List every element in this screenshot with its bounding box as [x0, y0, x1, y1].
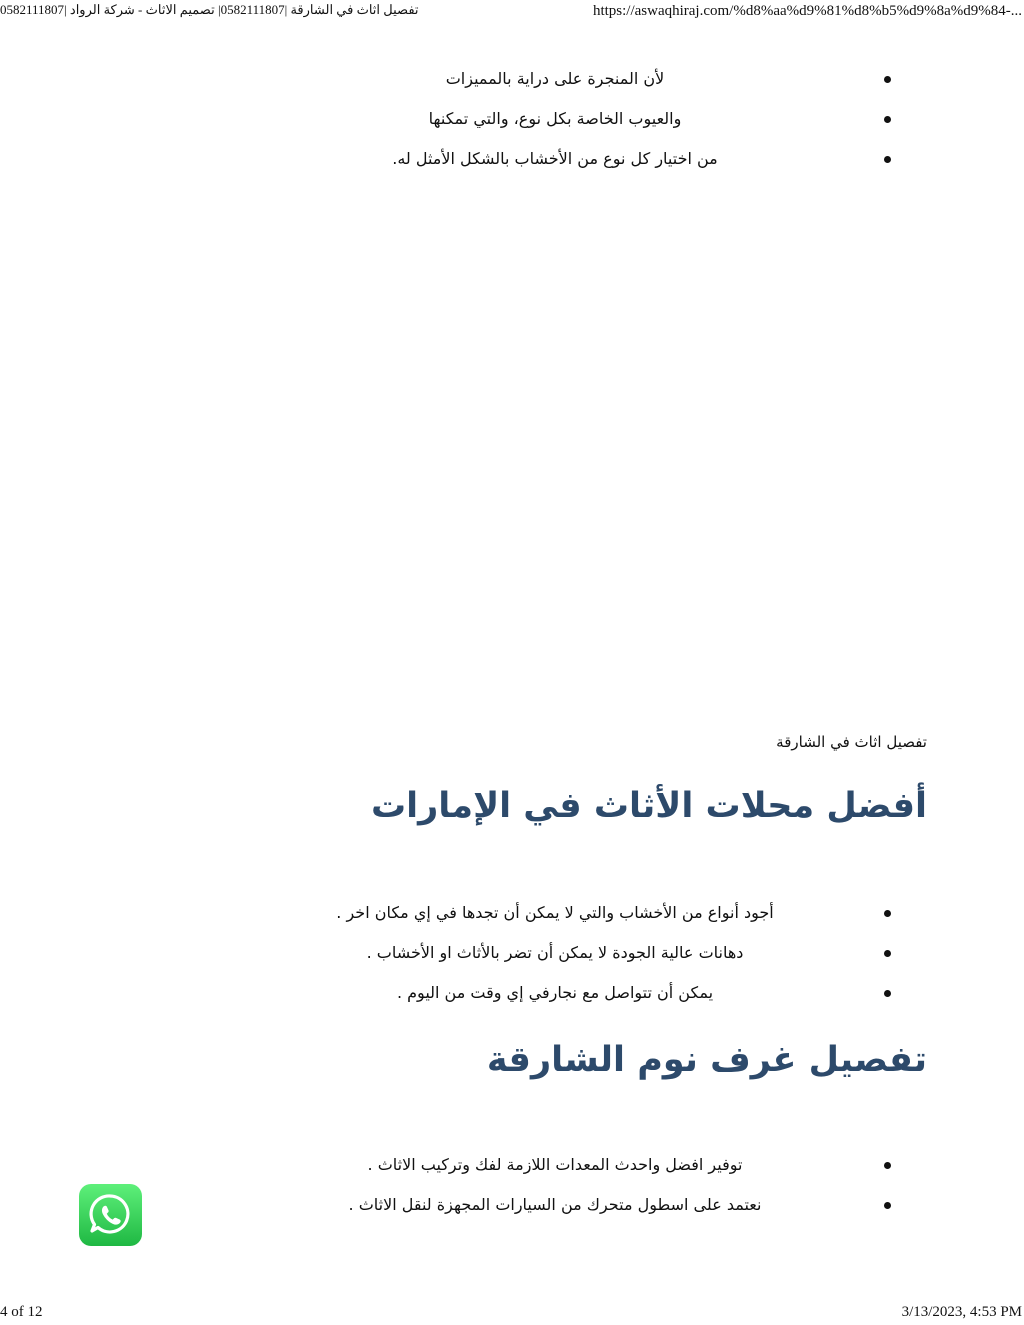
bullet — [884, 1202, 891, 1209]
list-item-text: أجود أنواع من الأخشاب والتي لا يمكن أن تجدها في إي مكان اخر . — [336, 903, 774, 922]
whatsapp-icon — [79, 1184, 142, 1246]
list-item — [0, 1147, 1024, 1187]
section-heading-best-furniture-stores: أفضل محلات الأثاث في الإمارات — [370, 786, 927, 826]
list-item-text: دهانات عالية الجودة لا يمكن أن تضر بالأثاث او الأخشاب . — [366, 943, 744, 962]
image-caption: تفصيل اثاث في الشارقة — [776, 733, 927, 751]
print-footer-datetime: 3/13/2023, 4:53 PM — [901, 1304, 1022, 1320]
list-item — [0, 935, 1024, 975]
bullet — [884, 156, 891, 163]
list-item-text: من اختيار كل نوع من الأخشاب بالشكل الأمثل له. — [392, 149, 718, 168]
list-item-text: يمكن أن تتواصل مع نجارفي إي وقت من اليوم . — [396, 983, 714, 1002]
bullet — [884, 910, 891, 917]
bullet — [884, 116, 891, 123]
list-item — [0, 101, 1024, 141]
bullet — [884, 1162, 891, 1169]
list-item-text: والعيوب الخاصة بكل نوع، والتي تمكنها — [428, 109, 682, 128]
bullet — [884, 990, 891, 997]
list-item — [0, 1187, 1024, 1227]
list-item — [0, 895, 1024, 935]
list-item-text: نعتمد على اسطول متحرك من السيارات المجهزة لنقل الاثاث . — [348, 1195, 762, 1214]
print-header-title: تفصيل اثاث في الشارقة |0582111807| تصميم الاثاث - شركة الرواد |0582111807 — [0, 2, 419, 17]
section-heading-bedroom-sharjah: تفصيل غرف نوم الشارقة — [486, 1040, 927, 1080]
bullet — [884, 950, 891, 957]
print-header-url[interactable]: https://aswaqhiraj.com/%d8%aa%d9%81%d8%b5%d9%8a%d9%84-... — [592, 3, 1022, 19]
bullet — [884, 76, 891, 83]
list-item-text: توفير افضل واحدث المعدات اللازمة لفك وتركيب الاثاث . — [367, 1155, 743, 1174]
print-footer-page-count: 4 of 12 — [0, 1304, 43, 1320]
list-item-text: لأن المنجرة على دراية بالمميزات — [445, 69, 665, 88]
list-item — [0, 975, 1024, 1015]
whatsapp-button[interactable] — [79, 1184, 142, 1246]
list-item — [0, 141, 1024, 181]
list-item — [0, 61, 1024, 101]
